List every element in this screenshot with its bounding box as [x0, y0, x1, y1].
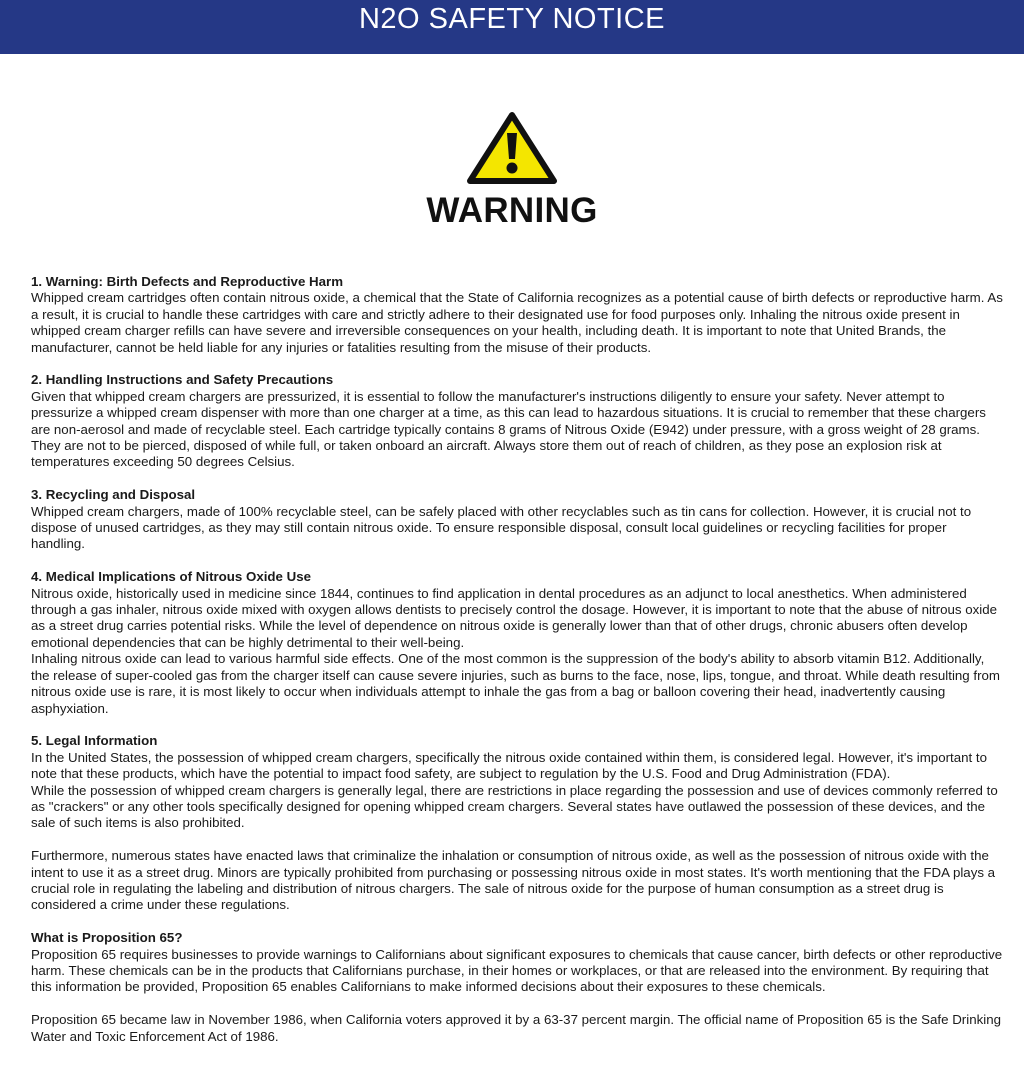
section-paragraph: Given that whipped cream chargers are pressurized, it is essential to follow the manufacturer's instructions diligently to ensure your safety. Never attempt to pressurize a whipped cream dispenser with more than one charger at a time, as this can lead to hazardous situations. It is crucial to remember that these chargers are non-aerosol and made of recyclable steel. Each cartridge typically contains 8 grams of Nitrous Oxide (E942) under pressure, with a gross weight of 28 grams. They are not to be pierced, disposed of while full, or taken onboard an aircraft. Always store them out of reach of children, as they pose an explosion risk at temperatures exceeding 50 degrees Celsius.	[31, 388, 986, 470]
section-paragraph: Inhaling nitrous oxide can lead to various harmful side effects. One of the most common is the suppression of the body's ability to absorb vitamin B12. Additionally, the release of super-cooled gas from the charger itself can cause severe injuries, such as burns to the face, nose, lips, tongue, and throat. While death resulting from nitrous oxide use is rare, it is most likely to occur when individuals attempt to inhale the gas from a bag or balloon covering their head, inadvertently causing asphyxiation.	[31, 651, 1000, 716]
section-title: 1. Warning: Birth Defects and Reproductive Harm	[31, 274, 344, 289]
section-title: 4. Medical Implications of Nitrous Oxide Use	[31, 569, 312, 585]
page-title: N2O SAFETY NOTICE	[358, 3, 666, 35]
section-paragraph: Nitrous oxide, historically used in medicine since 1844, continues to find application in dental procedures as an adjunct to local anesthetics. When administered through a gas inhaler, nitrous oxide mixed with oxygen allows dentists to precisely control the dosage. However, it is important to note that the abuse of nitrous oxide as a street drug carries potential risks. While the level of dependence on nitrous oxide is generally lower than that of other drugs, chronic abusers often develop emotional dependencies that can be highly detrimental to their well-being.	[31, 585, 998, 650]
warning-label: WARNING	[426, 191, 598, 230]
section-proposition-65	[31, 930, 1004, 1045]
section-medical	[31, 569, 1004, 717]
section-paragraph: Furthermore, numerous states have enacted laws that criminalize the inhalation or consumption of nitrous oxide, as well as the possession of nitrous oxide with the intent to use it as a street drug. Minors are typically prohibited from purchasing or possessing nitrous oxide in most states. It's worth mentioning that the FDA plays a crucial role in regulating the labeling and distribution of nitrous chargers. The sale of nitrous oxide for the purpose of human consumption as a street drug is considered a crime under these regulations.	[31, 848, 996, 913]
section-paragraph: Proposition 65 requires businesses to provide warnings to Californians about significant exposures to chemicals that cause cancer, birth defects or other reproductive harm. These chemicals can be in the products that Californians purchase, in their homes or workplaces, or that are released into the environment. By requiring that this information be provided, Proposition 65 enables Californians to make informed decisions about their exposures to these chemicals.	[31, 946, 1003, 995]
warning-triangle-icon	[466, 111, 558, 185]
notice-content	[31, 274, 1004, 1045]
section-legal	[31, 733, 1004, 913]
section-paragraph: Whipped cream chargers, made of 100% recyclable steel, can be safely placed with other recyclables such as tin cans for collection. However, it is crucial not to dispose of unused cartridges, as they may still contain nitrous oxide. To ensure responsible disposal, consult local guidelines or recycling facilities for proper handling.	[31, 503, 972, 552]
section-title: 2. Handling Instructions and Safety Precautions	[31, 372, 334, 388]
section-handling	[31, 372, 1004, 470]
section-title: 5. Legal Information	[31, 733, 158, 749]
section-title: 3. Recycling and Disposal	[31, 487, 196, 503]
section-recycling	[31, 487, 1004, 553]
page-header	[0, 0, 1024, 54]
warning-block	[0, 111, 1024, 231]
section-title: What is Proposition 65?	[31, 930, 183, 946]
section-paragraph: In the United States, the possession of whipped cream chargers, specifically the nitrous oxide contained within them, is considered legal. However, it's important to note that these products, which have the potential to impact food safety, are subject to regulation by the U.S. Food and Drug Administration (FDA).	[31, 749, 987, 782]
section-paragraph: While the possession of whipped cream chargers is generally legal, there are restrictions in place regarding the possession and use of devices commonly referred to as "crackers" or any other tools specifically designed for opening whipped cream chargers. Several states have outlawed the possession of these devices, and the sale of such items is also prohibited.	[31, 782, 998, 831]
section-paragraph: Proposition 65 became law in November 1986, when California voters approved it by a 63-37 percent margin. The official name of Proposition 65 is the Safe Drinking Water and Toxic Enforcement Act of 1986.	[31, 1012, 1001, 1044]
section-paragraph: Whipped cream cartridges often contain nitrous oxide, a chemical that the State of California recognizes as a potential cause of birth defects or reproductive harm. As a result, it is crucial to handle these cartridges with care and strictly adhere to their designated use for food purposes only. Inhaling the nitrous oxide present in whipped cream charger refills can have severe and irreversible consequences on your health, including death. It is important to note that United Brands, the manufacturer, cannot be held liable for any injuries or fatalities resulting from the misuse of their products.	[31, 290, 1003, 355]
section-birth-defects	[31, 274, 1004, 356]
